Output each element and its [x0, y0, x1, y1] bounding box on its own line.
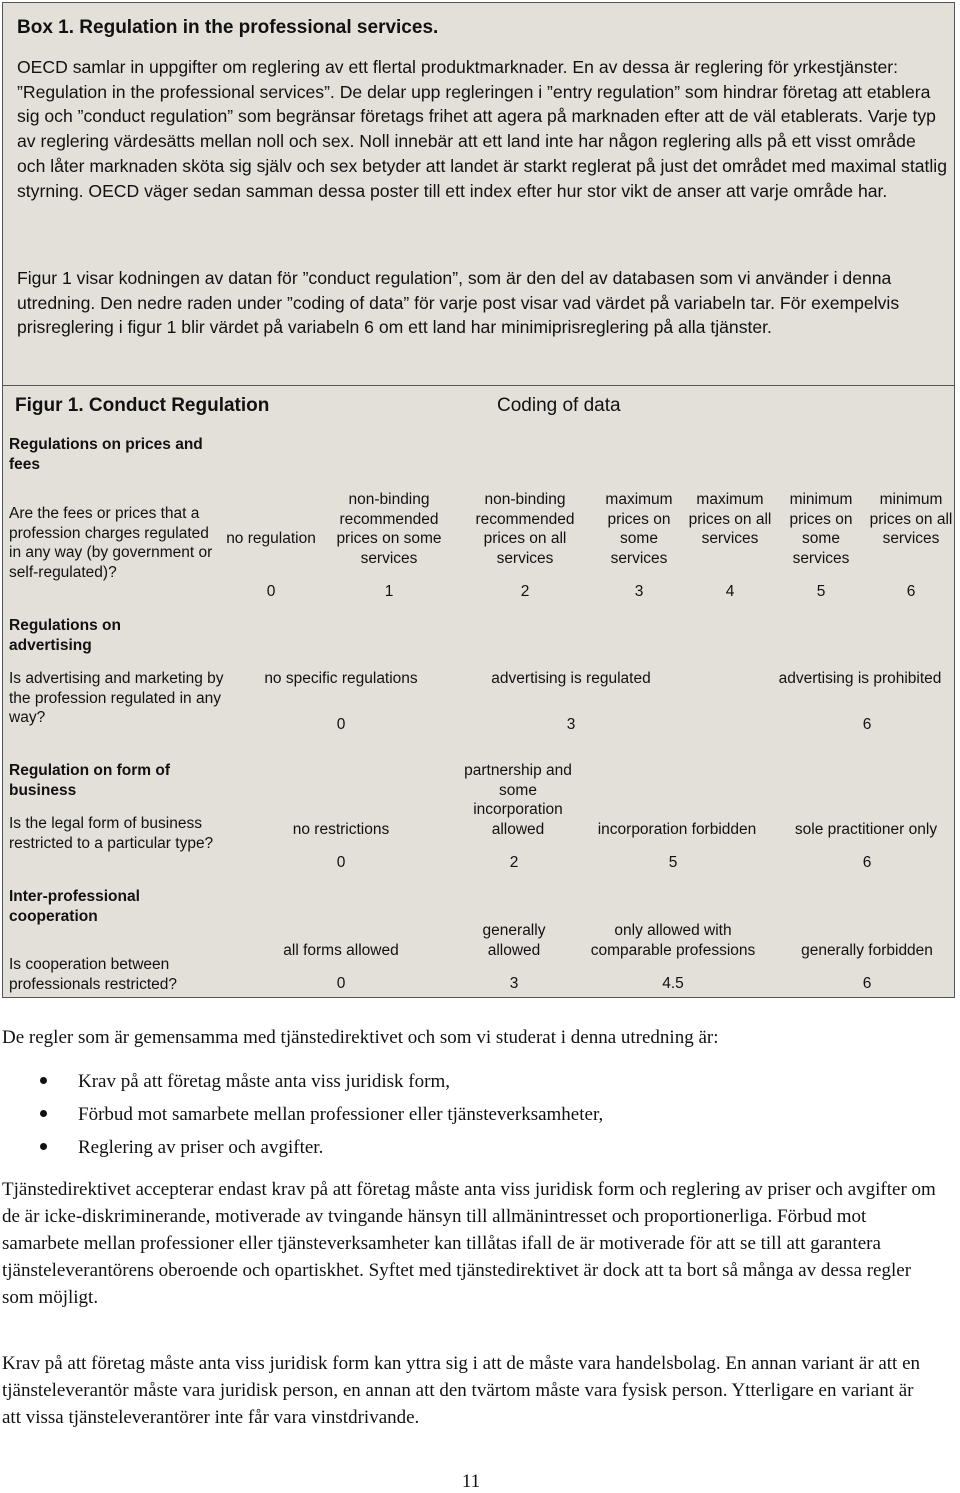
prices-option-label: non-binding recommended prices on all services [475, 491, 575, 567]
coding-header: Coding of data [497, 395, 621, 416]
list-item [0, 1134, 603, 1167]
list-item [0, 1068, 603, 1101]
cooperation-option-label: only allowed with comparable professions [590, 922, 756, 959]
business-option-label: incorporation forbidden [597, 821, 757, 838]
cooperation-option-value: 3 [509, 975, 519, 992]
box-paragraph-1: OECD samlar in uppgifter om reglering av ett flertal produktmarknader. En av dessa är reglering för yrkestjänster: ”Regulation in the professional services”. De delar upp regleringen i ”entry regulation” som hindrar företag att etablera sig och ”conduct regulation” som begränsar företags frihet att agera på marknaden efter att de väl etablerats. Varje typ av reglering värdesätts mellan noll och sex. Noll innebär att ett land inte har någon reglering alls på ett visst område och låter marknaden sköta sig själv och sex betyder att landet är starkt reglerat på just det området med maximal statlig styrning. OECD väger sedan samman dessa poster till ett index efter hur stor vikt de anser att varje område har. [17, 57, 947, 201]
prices-option-label: minimum prices on some services [789, 491, 853, 567]
cooperation-option-value: 6 [862, 975, 872, 992]
regulation-box [2, 2, 955, 998]
list-item [0, 1101, 603, 1134]
business-option-value: 0 [336, 854, 346, 871]
business-question: Is the legal form of business restricted to a particular type? [9, 815, 214, 852]
prices-question: Are the fees or prices that a profession charges regulated in any way (by government or self-regulated)? [9, 505, 213, 581]
advertising-option-value: 0 [336, 716, 346, 733]
business-option-label: partnership and some incorporation allowed [464, 762, 572, 838]
business-option-label: no restrictions [292, 821, 390, 838]
prices-option-label: maximum prices on some services [605, 491, 673, 567]
figure-conduct-regulation [3, 386, 956, 998]
intro-paragraph: De regler som är gemensamma med tjänstedirektivet och som vi studerat i denna utredning är: [2, 1027, 719, 1048]
prices-option-value: 2 [520, 583, 530, 600]
prices-option-label: minimum prices on all services [869, 491, 953, 548]
rules-list [0, 1068, 603, 1167]
list-item-text: Reglering av priser och avgifter. [78, 1137, 324, 1158]
cooperation-option-label: generally forbidden [801, 942, 933, 959]
cooperation-option-label: generally allowed [482, 922, 546, 959]
prices-option-label: no regulation [226, 530, 316, 547]
advertising-question: Is advertising and marketing by the profession regulated in any way? [9, 670, 224, 727]
box-paragraph-2: Figur 1 visar kodningen av datan för ”conduct regulation”, som är den del av databasen som vi använder i denna utredning. Den nedre raden under ”coding of data” för varje post visar vad värdet på variabeln tar. För exempelvis prisreglering i figur 1 blir värdet på variabeln 6 om ett land har minimiprisreglering på alla tjänster. [17, 268, 900, 338]
prices-option-value: 4 [725, 583, 735, 600]
prices-option-value: 6 [906, 583, 916, 600]
prices-option-value: 1 [384, 583, 394, 600]
advertising-option-label: advertising is regulated [491, 670, 651, 687]
advertising-heading: Regulations on advertising [9, 617, 121, 654]
bullet-icon [40, 1110, 47, 1117]
prices-option-label: non-binding recommended prices on some services [336, 491, 442, 567]
prices-option-value: 3 [634, 583, 644, 600]
page-number: 11 [461, 1471, 481, 1492]
prices-heading: Regulations on prices and fees [9, 436, 203, 473]
cooperation-option-value: 0 [336, 975, 346, 992]
body-paragraph-2: Krav på att företag måste anta viss juridisk form kan yttra sig i att de måste vara handelsbolag. En annan variant är att en tjänsteleverantör måste vara juridisk person, en annan att den tvärtom måste vara fysisk person. Ytterligare en variant är att vissa tjänsteleverantörer inte får vara vinstdrivande. [2, 1353, 921, 1428]
business-option-label: sole practitioner only [794, 821, 938, 838]
cooperation-heading: Inter-professional cooperation [9, 888, 140, 925]
business-option-value: 6 [862, 854, 872, 871]
list-item-text: Krav på att företag måste anta viss juridisk form, [78, 1071, 450, 1092]
advertising-option-value: 3 [566, 716, 576, 733]
bullet-icon [40, 1077, 47, 1084]
cooperation-option-value: 4.5 [662, 975, 684, 992]
figure-title: Figur 1. Conduct Regulation [15, 395, 270, 416]
business-option-value: 2 [509, 854, 519, 871]
bullet-icon [40, 1143, 47, 1150]
cooperation-option-label: all forms allowed [283, 942, 399, 959]
advertising-option-label: no specific regulations [264, 670, 418, 687]
list-item-text: Förbud mot samarbete mellan professioner eller tjänsteverksamheter, [78, 1104, 604, 1125]
prices-option-label: maximum prices on all services [688, 491, 772, 548]
box-title: Box 1. Regulation in the professional services. [17, 17, 439, 38]
advertising-option-label: advertising is prohibited [778, 670, 942, 687]
prices-option-value: 5 [816, 583, 826, 600]
cooperation-question: Is cooperation between professionals restricted? [9, 956, 177, 993]
body-paragraph-1: Tjänstedirektivet accepterar endast krav på att företag måste anta viss juridisk form och reglering av priser och avgifter om de är icke-diskriminerande, motiverade av tvingande hänsyn till allmänintresset och proportionerliga. Förbud mot samarbete mellan professioner eller tjänsteverksamheter kan tillåtas ifall de är motiverade för att se till att garantera tjänsteleverantörens oberoende och opartiskhet. Syftet med tjänstedirektivet är dock att ta bort så många av dessa regler som möjligt. [2, 1179, 936, 1308]
prices-option-value: 0 [266, 583, 276, 600]
business-heading: Regulation on form of business [9, 762, 171, 799]
advertising-option-value: 6 [862, 716, 872, 733]
business-option-value: 5 [668, 854, 678, 871]
